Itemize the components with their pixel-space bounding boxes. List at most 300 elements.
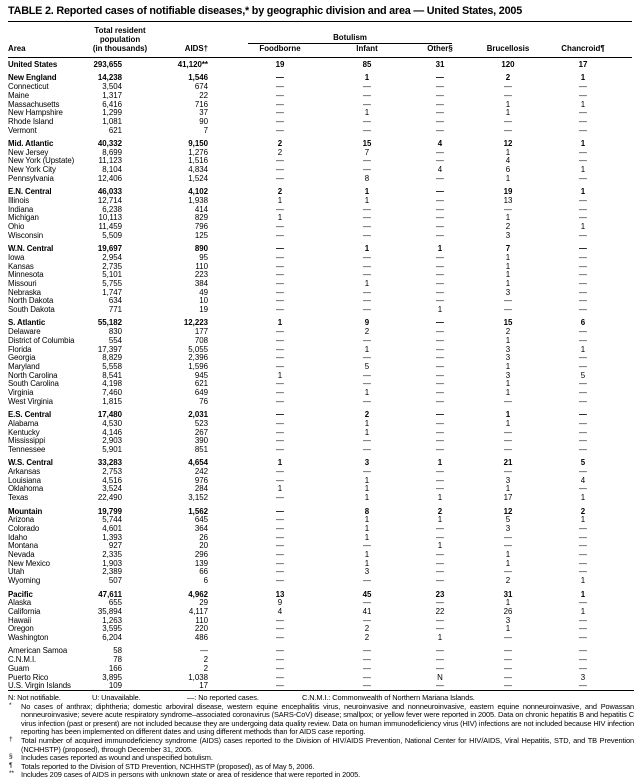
brucellosis-cell: 2 <box>505 327 511 337</box>
chancroid-cell: — <box>579 615 587 625</box>
botulism-infant-cell: 1 <box>364 108 370 118</box>
aids-cell: 674 <box>194 82 208 92</box>
botulism-foodborne-cell: — <box>276 396 284 406</box>
area-cell: Mountain <box>8 506 43 516</box>
aids-cell: 3,152 <box>188 493 208 503</box>
area-cell: W.N. Central <box>8 244 54 254</box>
chancroid-cell: 1 <box>580 589 586 599</box>
brucellosis-cell: 13 <box>503 195 513 205</box>
aids-cell: 2 <box>203 655 208 665</box>
botulism-foodborne-cell: — <box>276 532 284 542</box>
brucellosis-cell: — <box>504 116 512 126</box>
table-row <box>8 175 632 184</box>
chancroid-cell: — <box>579 467 587 477</box>
brucellosis-cell: — <box>504 82 512 92</box>
aids-cell: 1,038 <box>188 672 208 682</box>
botulism-other-cell: — <box>436 173 444 183</box>
botulism-infant-cell: — <box>363 370 371 380</box>
table-header <box>8 24 632 60</box>
area-column-header: Area <box>8 44 26 53</box>
area-cell: North Carolina <box>8 370 58 380</box>
botulism-other-cell: 2 <box>437 506 443 516</box>
botulism-other-cell: — <box>436 187 444 197</box>
botulism-infant-cell: 3 <box>364 458 370 468</box>
botulism-infant-cell: — <box>363 296 371 306</box>
aids-cell: 1,516 <box>188 156 208 166</box>
area-cell: Kansas <box>8 261 34 271</box>
brucellosis-cell: 1 <box>505 270 511 280</box>
area-cell: New York City <box>8 165 56 175</box>
legend-not-notifiable: N: Not notifiable. <box>8 693 61 702</box>
brucellosis-cell: 1 <box>505 418 511 428</box>
population-cell: 1,299 <box>102 108 122 118</box>
aids-cell: 223 <box>194 270 208 280</box>
botulism-other-cell: — <box>436 615 444 625</box>
aids-cell: — <box>200 646 208 656</box>
population-cell: 11,459 <box>98 222 122 232</box>
botulism-other-cell: — <box>436 204 444 214</box>
area-cell: North Dakota <box>8 296 54 306</box>
botulism-infant-cell: — <box>363 681 371 691</box>
botulism-infant-cell: — <box>363 396 371 406</box>
population-cell: 78 <box>113 655 122 665</box>
botulism-foodborne-cell: 1 <box>277 484 283 494</box>
botulism-foodborne-cell: — <box>276 672 284 682</box>
botulism-foodborne-cell: — <box>276 624 284 634</box>
botulism-other-cell: — <box>436 296 444 306</box>
aids-cell: 6 <box>203 576 208 586</box>
aids-cell: 22 <box>199 90 208 100</box>
brucellosis-cell: 3 <box>505 230 511 240</box>
botulism-other-cell: — <box>436 475 444 485</box>
botulism-other-cell: — <box>436 388 444 398</box>
botulism-foodborne-cell: — <box>276 418 284 428</box>
botulism-foodborne-cell: — <box>276 82 284 92</box>
brucellosis-cell: 3 <box>505 370 511 380</box>
brucellosis-cell: 1 <box>505 261 511 271</box>
botulism-infant-cell: — <box>363 646 371 656</box>
botulism-other-cell: — <box>436 82 444 92</box>
botulism-infant-cell: 8 <box>364 173 370 183</box>
footnote-asterisk <box>8 703 634 737</box>
botulism-other-cell: — <box>436 436 444 446</box>
population-cell: 55,182 <box>97 318 122 328</box>
botulism-other-cell: — <box>436 344 444 354</box>
botulism-foodborne-cell: 19 <box>275 60 285 69</box>
chancroid-cell: — <box>579 567 587 577</box>
botulism-foodborne-cell: — <box>276 344 284 354</box>
aids-cell: 41,120** <box>177 60 208 69</box>
area-cell: Massachusetts <box>8 99 60 109</box>
population-cell: 634 <box>108 296 122 306</box>
brucellosis-cell: 1 <box>505 598 511 608</box>
brucellosis-cell: 1 <box>505 558 511 568</box>
botulism-infant-cell: — <box>363 598 371 608</box>
area-cell: South Dakota <box>8 305 55 315</box>
aids-cell: 851 <box>194 444 208 454</box>
botulism-foodborne-cell: — <box>276 361 284 371</box>
chancroid-cell: — <box>579 550 587 560</box>
table-row <box>8 297 632 306</box>
botulism-other-cell: — <box>436 318 444 328</box>
brucellosis-cell: 1 <box>505 147 511 157</box>
chancroid-cell: 1 <box>580 165 586 175</box>
aids-cell: 1,938 <box>188 195 208 205</box>
botulism-other-cell: 22 <box>435 606 445 616</box>
botulism-foodborne-cell: 13 <box>275 589 285 599</box>
botulism-foodborne-cell: — <box>276 156 284 166</box>
botulism-other-cell: — <box>436 287 444 297</box>
botulism-foodborne-cell: 1 <box>277 195 283 205</box>
brucellosis-cell: 1 <box>505 173 511 183</box>
population-cell: 1,393 <box>102 532 122 542</box>
population-cell: 4,516 <box>102 475 122 485</box>
chancroid-cell: — <box>579 195 587 205</box>
botulism-foodborne-cell: — <box>276 353 284 363</box>
botulism-foodborne-cell: 9 <box>277 598 283 608</box>
population-cell: 19,697 <box>97 244 122 254</box>
population-cell: 2,753 <box>102 467 122 477</box>
botulism-foodborne-cell: 2 <box>277 139 283 148</box>
aids-cell: 4,962 <box>188 589 208 599</box>
botulism-foodborne-cell: — <box>276 550 284 560</box>
botulism-foodborne-cell: — <box>276 436 284 446</box>
aids-cell: 1,276 <box>188 147 208 157</box>
footnotes <box>8 690 634 780</box>
population-cell: 621 <box>108 125 122 135</box>
area-cell: Michigan <box>8 213 39 223</box>
area-cell: Wyoming <box>8 576 41 586</box>
chancroid-cell: — <box>579 270 587 280</box>
botulism-infant-cell: 1 <box>364 493 370 503</box>
botulism-other-cell: — <box>436 379 444 389</box>
chancroid-cell: — <box>579 108 587 118</box>
botulism-foodborne-cell: — <box>276 73 284 83</box>
brucellosis-cell: 1 <box>505 108 511 118</box>
population-cell: 46,033 <box>97 187 122 197</box>
population-cell: 655 <box>108 598 122 608</box>
table-row <box>8 118 632 127</box>
population-header-line1: Total resident <box>94 26 146 35</box>
aids-cell: 829 <box>194 213 208 223</box>
chancroid-cell: — <box>579 261 587 271</box>
chancroid-cell: 1 <box>580 187 586 197</box>
area-cell: Colorado <box>8 523 40 533</box>
chancroid-cell: — <box>579 278 587 288</box>
brucellosis-cell: 2 <box>505 73 511 83</box>
brucellosis-cell: — <box>504 467 512 477</box>
brucellosis-cell: — <box>504 296 512 306</box>
footnote-marker: ¶ <box>9 761 13 769</box>
chancroid-cell: 1 <box>580 344 586 354</box>
brucellosis-cell: — <box>504 655 512 665</box>
brucellosis-cell: 3 <box>505 287 511 297</box>
area-cell: Georgia <box>8 353 36 363</box>
area-cell: Texas <box>8 493 29 503</box>
population-cell: 14,238 <box>97 73 122 83</box>
chancroid-cell: — <box>579 116 587 126</box>
botulism-foodborne-cell: — <box>276 327 284 337</box>
botulism-infant-cell: — <box>363 99 371 109</box>
botulism-infant-cell: 1 <box>364 344 370 354</box>
aids-cell: 284 <box>194 484 208 494</box>
population-cell: 3,524 <box>102 484 122 494</box>
table-row <box>8 634 632 643</box>
aids-cell: 12,223 <box>183 318 208 328</box>
botulism-foodborne-cell: — <box>276 270 284 280</box>
table-row <box>8 61 632 70</box>
table-row <box>8 306 632 315</box>
botulism-foodborne-cell: — <box>276 515 284 525</box>
area-cell: New Mexico <box>8 558 50 568</box>
botulism-infant-cell: — <box>363 261 371 271</box>
aids-cell: 1,562 <box>188 506 208 516</box>
botulism-infant-cell: 1 <box>364 523 370 533</box>
area-cell: Oregon <box>8 624 34 634</box>
botulism-other-cell: — <box>436 467 444 477</box>
table-row <box>8 127 632 136</box>
botulism-foodborne-cell: — <box>276 681 284 691</box>
botulism-other-cell: — <box>436 230 444 240</box>
population-cell: 10,113 <box>98 213 122 223</box>
area-cell: C.N.M.I. <box>8 655 37 665</box>
botulism-other-cell: 1 <box>437 515 443 525</box>
brucellosis-cell: — <box>504 125 512 135</box>
legend-cnmi: C.N.M.I.: Commonwealth of Northern Mariana Islands. <box>302 693 475 702</box>
population-cell: 1,263 <box>102 615 122 625</box>
botulism-infant-cell: — <box>363 252 371 262</box>
botulism-infant-cell: 1 <box>364 278 370 288</box>
population-cell: 2,903 <box>102 436 122 446</box>
botulism-foodborne-cell: — <box>276 379 284 389</box>
aids-cell: 1,524 <box>188 173 208 183</box>
table-row <box>8 568 632 577</box>
botulism-foodborne-cell: — <box>276 99 284 109</box>
area-cell: Mississippi <box>8 436 46 446</box>
botulism-infant-cell: — <box>363 270 371 280</box>
chancroid-cell: 1 <box>580 515 586 525</box>
botulism-foodborne-cell: — <box>276 204 284 214</box>
chancroid-cell: — <box>579 418 587 428</box>
area-cell: Arizona <box>8 515 35 525</box>
chancroid-cell: — <box>579 681 587 691</box>
chancroid-cell: — <box>579 379 587 389</box>
area-cell: New Hampshire <box>8 108 63 118</box>
brucellosis-cell: — <box>504 305 512 315</box>
aids-cell: 95 <box>199 252 208 262</box>
botulism-foodborne-cell: 2 <box>277 187 283 197</box>
botulism-infant-cell: 2 <box>364 624 370 634</box>
aids-cell: 242 <box>194 467 208 477</box>
footnote-text: No cases of anthrax; diphtheria; domestic arboviral disease, western equine encephalitis virus, neuroinvasive and nonneuroinvasive, eastern equine nonneuroinvasive, and Powassan nonneuroinvasive; severe acute respiratory syndrome–associated coronavirus (SARS-CoV) disease; smallpox; or yellow fever were reported in 2005. Data on chronic hepatitis B and hepatitis C virus infection (past or present) are not included because they are undergoing data quality review. Data on human immunodeficiency virus (HIV) infections are not included because HIV infection reporting has been implemented on different dates and using different methods than for AIDS case reporting. <box>21 701 634 737</box>
area-cell: S. Atlantic <box>8 318 46 328</box>
brucellosis-cell: 120 <box>501 60 515 69</box>
area-cell: California <box>8 606 41 616</box>
botulism-infant-cell: 9 <box>364 318 370 328</box>
chancroid-cell: — <box>579 484 587 494</box>
chancroid-cell: 1 <box>580 576 586 586</box>
botulism-foodborne-cell: — <box>276 567 284 577</box>
botulism-foodborne-cell: — <box>276 615 284 625</box>
table-row <box>8 656 632 665</box>
brucellosis-cell: — <box>504 633 512 643</box>
brucellosis-cell: 3 <box>505 615 511 625</box>
brucellosis-cell: 1 <box>505 624 511 634</box>
population-cell: 1,317 <box>102 90 122 100</box>
area-cell: Guam <box>8 663 30 673</box>
botulism-infant-cell: 1 <box>364 427 370 437</box>
botulism-infant-cell: — <box>363 615 371 625</box>
area-cell: U.S. Virgin Islands <box>8 681 71 691</box>
chancroid-cell: — <box>579 173 587 183</box>
population-cell: 17,480 <box>97 410 122 420</box>
chancroid-cell: — <box>579 230 587 240</box>
chancroid-cell: — <box>579 125 587 135</box>
botulism-foodborne-cell: 1 <box>277 370 283 380</box>
chancroid-cell: 1 <box>580 99 586 109</box>
aids-cell: 486 <box>194 633 208 643</box>
population-cell: 1,903 <box>102 558 122 568</box>
chancroid-column-header: Chancroid¶ <box>561 44 605 53</box>
chancroid-cell: — <box>579 287 587 297</box>
population-cell: 7,460 <box>102 388 122 398</box>
botulism-foodborne-cell: — <box>276 558 284 568</box>
botulism-other-cell: — <box>436 353 444 363</box>
botulism-other-cell: 1 <box>437 493 443 503</box>
chancroid-cell: 6 <box>580 318 586 328</box>
botulism-foodborne-cell: — <box>276 493 284 503</box>
area-cell: Idaho <box>8 532 28 542</box>
footnote-text: Includes 209 cases of AIDS in persons with unknown state or area of residence that were reported in 2005. <box>21 770 361 780</box>
legend-unavailable: U: Unavailable. <box>92 693 141 702</box>
population-cell: 4,198 <box>102 379 122 389</box>
area-cell: Louisiana <box>8 475 41 485</box>
botulism-other-cell: — <box>436 567 444 577</box>
population-cell: 4,601 <box>102 523 122 533</box>
chancroid-cell: — <box>579 156 587 166</box>
brucellosis-cell: 1 <box>505 99 511 109</box>
footnote-marker: † <box>9 735 13 743</box>
botulism-infant-cell: — <box>363 655 371 665</box>
brucellosis-cell: — <box>504 436 512 446</box>
population-cell: 12,406 <box>97 173 122 183</box>
aids-cell: 945 <box>194 370 208 380</box>
botulism-other-cell: — <box>436 213 444 223</box>
aids-cell: 17 <box>199 681 208 691</box>
botulism-infant-cell: 1 <box>364 195 370 205</box>
brucellosis-cell: 31 <box>503 589 513 599</box>
botulism-infant-cell: 1 <box>364 558 370 568</box>
aids-cell: 4,102 <box>188 187 208 197</box>
brucellosis-cell: 1 <box>505 379 511 389</box>
area-cell: Maine <box>8 90 29 100</box>
chancroid-cell: — <box>579 427 587 437</box>
botulism-infant-cell: — <box>363 663 371 673</box>
botulism-infant-cell: — <box>363 213 371 223</box>
area-cell: Nevada <box>8 550 35 560</box>
botulism-other-cell: 1 <box>437 458 443 468</box>
area-cell: Vermont <box>8 125 37 135</box>
area-cell: Minnesota <box>8 270 44 280</box>
botulism-foodborne-cell: — <box>276 523 284 533</box>
botulism-other-cell: — <box>436 116 444 126</box>
brucellosis-cell: — <box>504 396 512 406</box>
aids-cell: 4,117 <box>188 606 208 616</box>
botulism-foodborne-cell: — <box>276 541 284 551</box>
area-cell: Connecticut <box>8 82 49 92</box>
botulism-other-cell: — <box>436 444 444 454</box>
aids-cell: 10 <box>199 296 208 306</box>
population-cell: 2,335 <box>102 550 122 560</box>
chancroid-cell: 1 <box>580 222 586 232</box>
brucellosis-cell: 21 <box>503 458 513 468</box>
botulism-infant-cell: — <box>363 305 371 315</box>
botulism-foodborne-cell: — <box>276 244 284 254</box>
aids-cell: 1,596 <box>188 361 208 371</box>
aids-cell: 414 <box>194 204 208 214</box>
area-cell: Nebraska <box>8 287 41 297</box>
chancroid-cell: — <box>579 252 587 262</box>
footnote-double-asterisk <box>8 771 634 780</box>
population-cell: 109 <box>108 681 122 691</box>
area-cell: Pacific <box>8 589 33 599</box>
brucellosis-cell: — <box>504 567 512 577</box>
population-cell: 2,389 <box>102 567 122 577</box>
chancroid-cell: 1 <box>580 139 586 148</box>
table-title: TABLE 2. Reported cases of notifiable diseases,* by geographic division and area — United States, 2005 <box>8 5 523 17</box>
population-cell: 507 <box>108 576 122 586</box>
population-header-line3: (in thousands) <box>92 44 148 53</box>
botulism-other-cell: — <box>436 73 444 83</box>
population-cell: 8,104 <box>102 165 122 175</box>
botulism-foodborne-cell: — <box>276 108 284 118</box>
botulism-infant-cell: — <box>363 541 371 551</box>
aids-cell: 220 <box>194 624 208 634</box>
botulism-other-cell: 1 <box>437 244 443 254</box>
botulism-other-cell: — <box>436 598 444 608</box>
population-cell: 6,238 <box>102 204 122 214</box>
botulism-foodborne-cell: — <box>276 116 284 126</box>
area-cell: District of Columbia <box>8 335 75 345</box>
chancroid-cell: — <box>579 663 587 673</box>
population-cell: 3,504 <box>102 82 122 92</box>
area-cell: Florida <box>8 344 32 354</box>
botulism-infant-cell: — <box>363 230 371 240</box>
botulism-other-cell: 4 <box>437 165 443 175</box>
population-cell: 3,895 <box>102 672 122 682</box>
chancroid-cell: — <box>579 396 587 406</box>
table-row <box>8 591 632 600</box>
botulism-other-cell: — <box>436 550 444 560</box>
brucellosis-cell: 1 <box>505 335 511 345</box>
legend-no-reported-cases: —: No reported cases. <box>187 693 259 702</box>
botulism-other-cell: — <box>436 99 444 109</box>
botulism-infant-cell: 45 <box>362 589 372 599</box>
botulism-foodborne-cell: — <box>276 261 284 271</box>
area-cell: Tennessee <box>8 444 46 454</box>
botulism-foodborne-cell: 4 <box>277 606 283 616</box>
population-cell: 4,146 <box>102 427 122 437</box>
chancroid-cell: 3 <box>580 672 586 682</box>
population-cell: 5,509 <box>102 230 122 240</box>
botulism-other-cell: — <box>436 427 444 437</box>
botulism-other-cell: — <box>436 361 444 371</box>
chancroid-cell: — <box>579 82 587 92</box>
chancroid-cell: — <box>579 361 587 371</box>
footnote-marker: § <box>9 753 13 761</box>
aids-cell: 90 <box>199 116 208 126</box>
botulism-infant-cell: — <box>363 82 371 92</box>
